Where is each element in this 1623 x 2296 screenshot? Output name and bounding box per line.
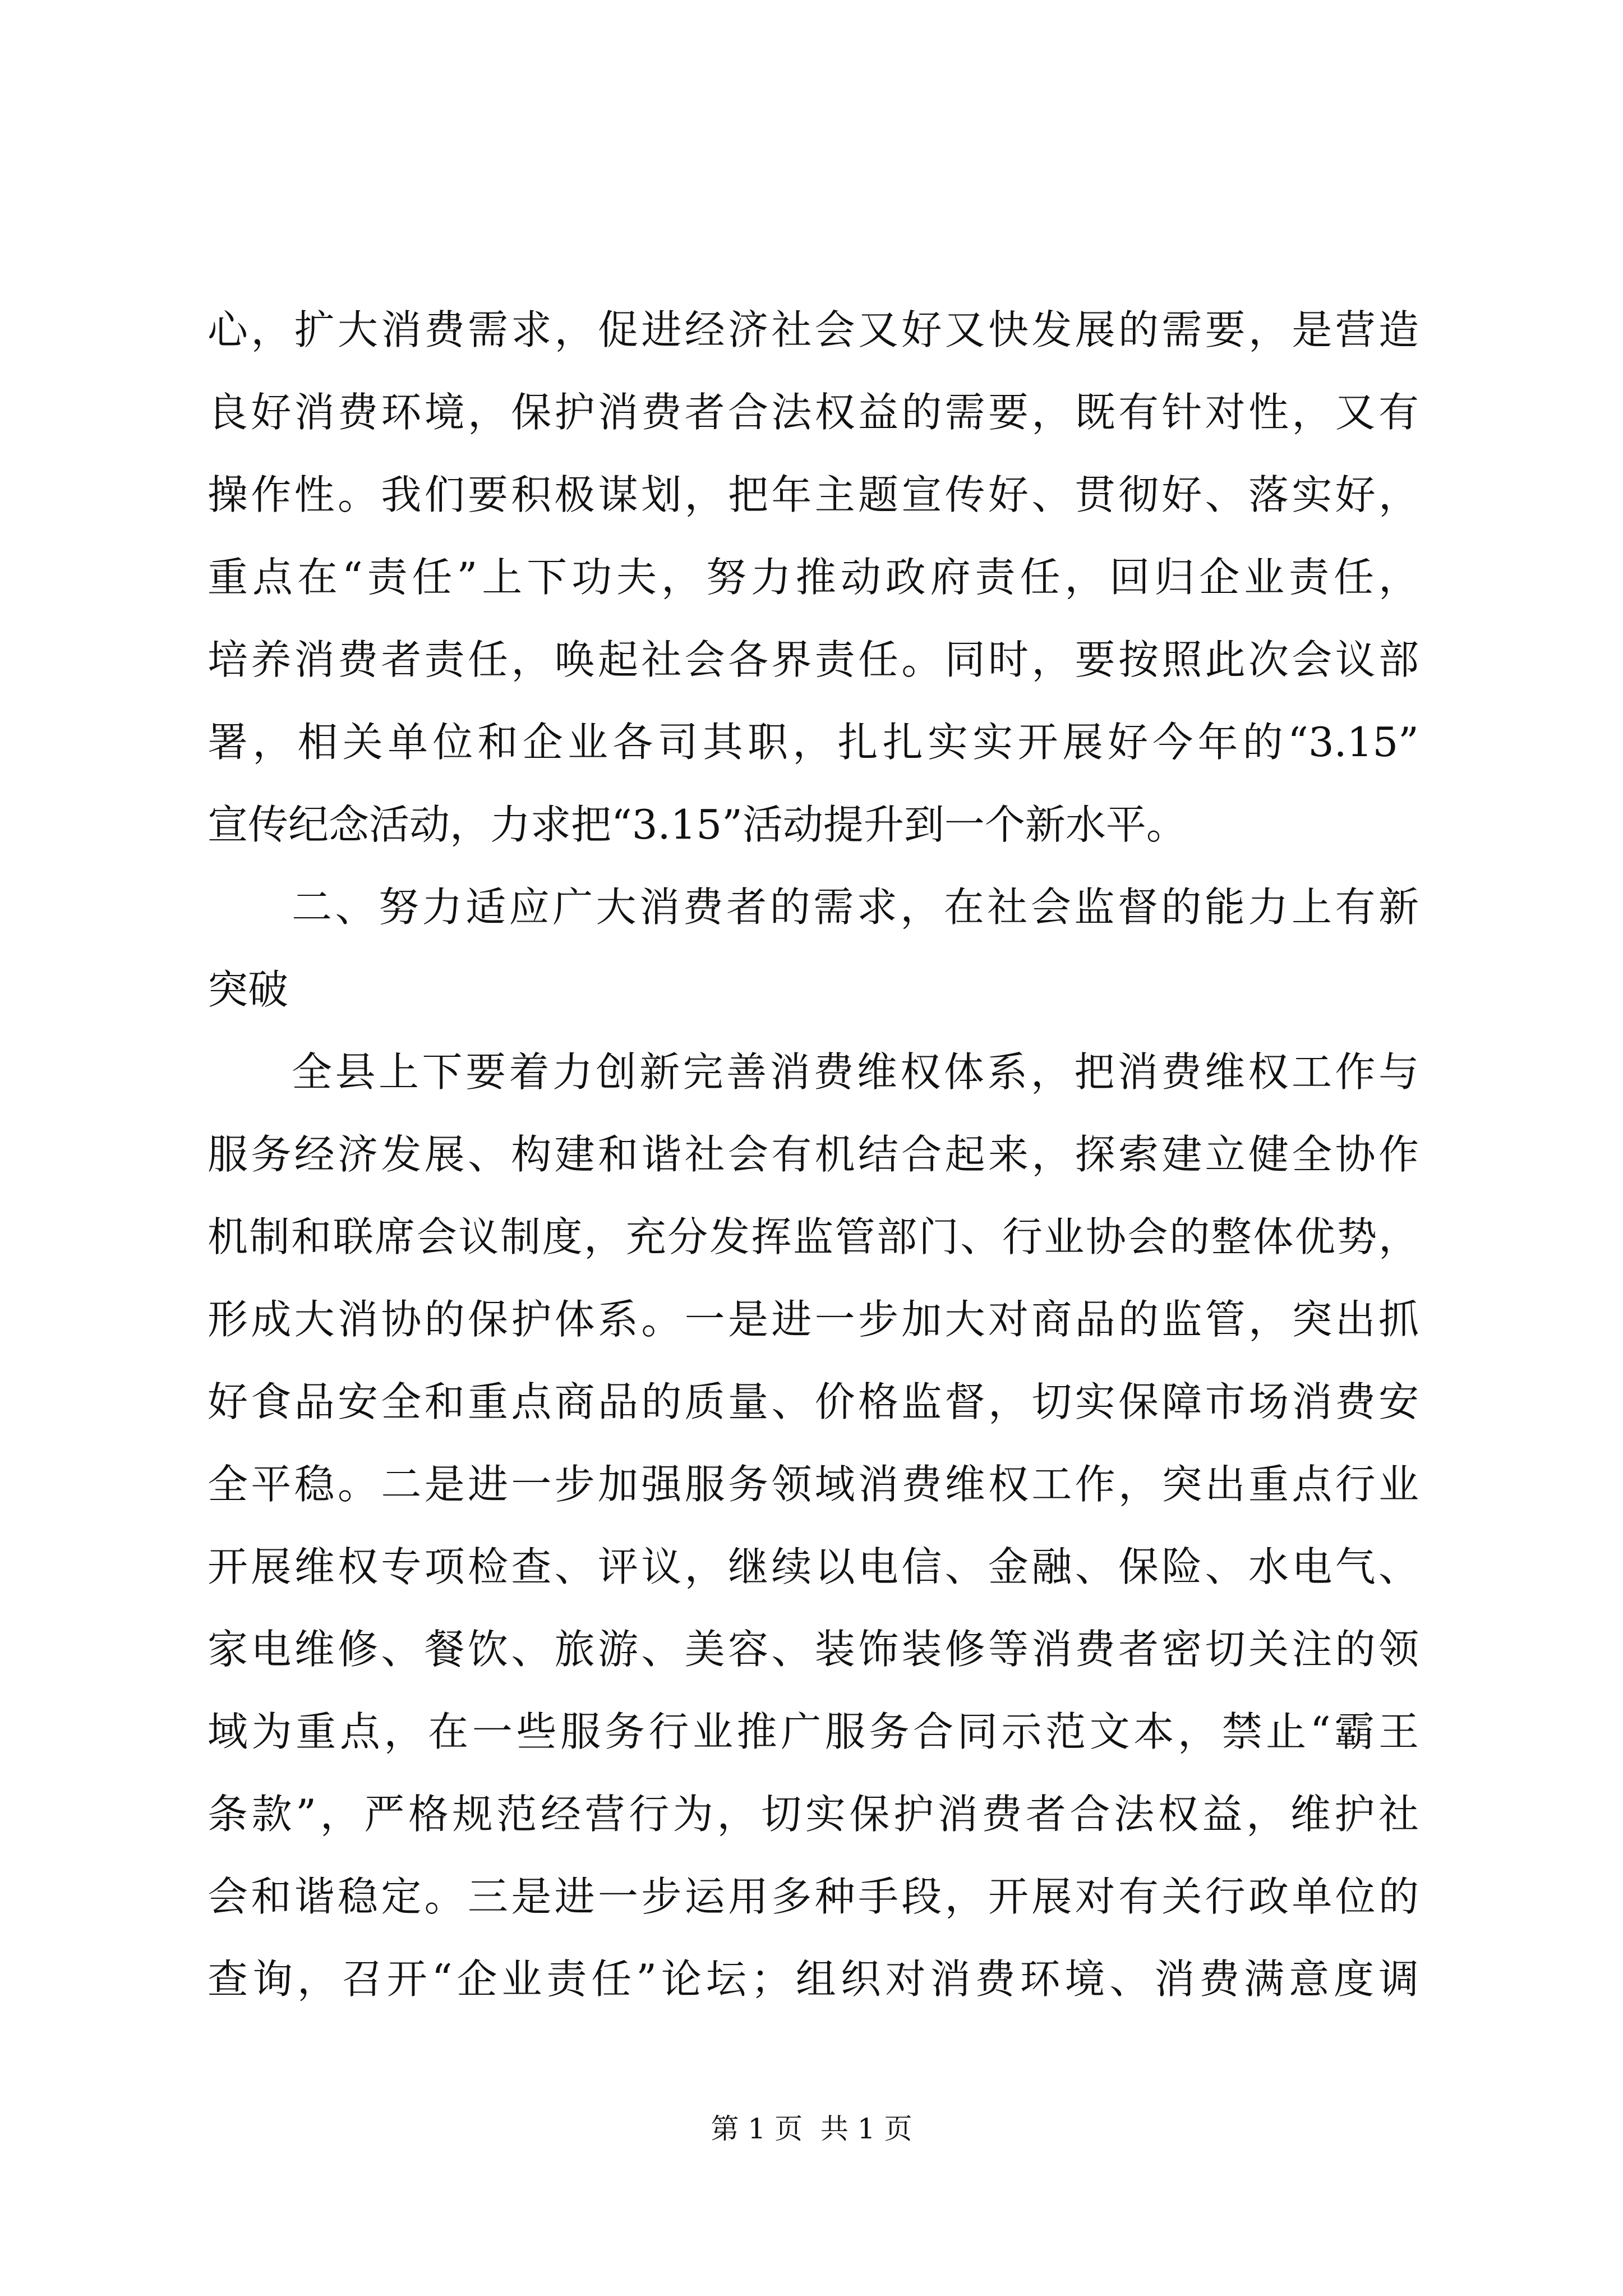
text-line: 服务经济发展、构建和谐社会有机结合起来，探索建立健全协作 (208, 1131, 1419, 1178)
text-line: 良好消费环境，保护消费者合法权益的需要，既有针对性，又有 (208, 389, 1419, 436)
text-line: 查询，召开“企业责任”论坛；组织对消费环境、消费满意度调 (208, 1955, 1419, 2003)
text-line: 家电维修、餐饮、旅游、美容、装饰装修等消费者密切关注的领 (208, 1626, 1419, 1673)
text-line: 开展维权专项检查、评议，继续以电信、金融、保险、水电气、 (208, 1543, 1419, 1590)
text-line: 条款”，严格规范经营行为，切实保护消费者合法权益，维护社 (208, 1791, 1419, 1838)
text-line: 培养消费者责任，唤起社会各界责任。同时，要按照此次会议部 (208, 636, 1419, 683)
text-line: 形成大消协的保护体系。一是进一步加大对商品的监管，突出抓 (208, 1296, 1419, 1343)
text-line: 宣传纪念活动，力求把“3.15”活动提升到一个新水平。 (208, 801, 1187, 848)
text-line: 全县上下要着力创新完善消费维权体系，把消费维权工作与 (292, 1048, 1419, 1096)
text-line: 全平稳。二是进一步加强服务领域消费维权工作，突出重点行业 (208, 1461, 1419, 1508)
text-line: 域为重点，在一些服务行业推广服务合同示范文本，禁止“霸王 (208, 1708, 1419, 1755)
text-line: 心，扩大消费需求，促进经济社会又好又快发展的需要，是营造 (208, 306, 1419, 353)
text-line: 重点在“责任”上下功夫，努力推动政府责任，回归企业责任， (208, 554, 1419, 601)
page-footer: 第 1 页 共 1 页 (711, 2113, 912, 2145)
section-heading-line: 二、努力适应广大消费者的需求，在社会监督的能力上有新 (292, 884, 1419, 931)
text-line: 好食品安全和重点商品的质量、价格监督，切实保障市场消费安 (208, 1378, 1419, 1425)
text-line: 机制和联席会议制度，充分发挥监管部门、行业协会的整体优势， (208, 1213, 1419, 1260)
text-line: 操作性。我们要积极谋划，把年主题宣传好、贯彻好、落实好， (208, 471, 1419, 518)
text-line: 署，相关单位和企业各司其职，扎扎实实开展好今年的“3.15” (208, 719, 1419, 766)
text-line: 会和谐稳定。三是进一步运用多种手段，开展对有关行政单位的 (208, 1873, 1419, 1920)
section-heading-line: 突破 (208, 966, 289, 1013)
body-text (208, 289, 1419, 2021)
